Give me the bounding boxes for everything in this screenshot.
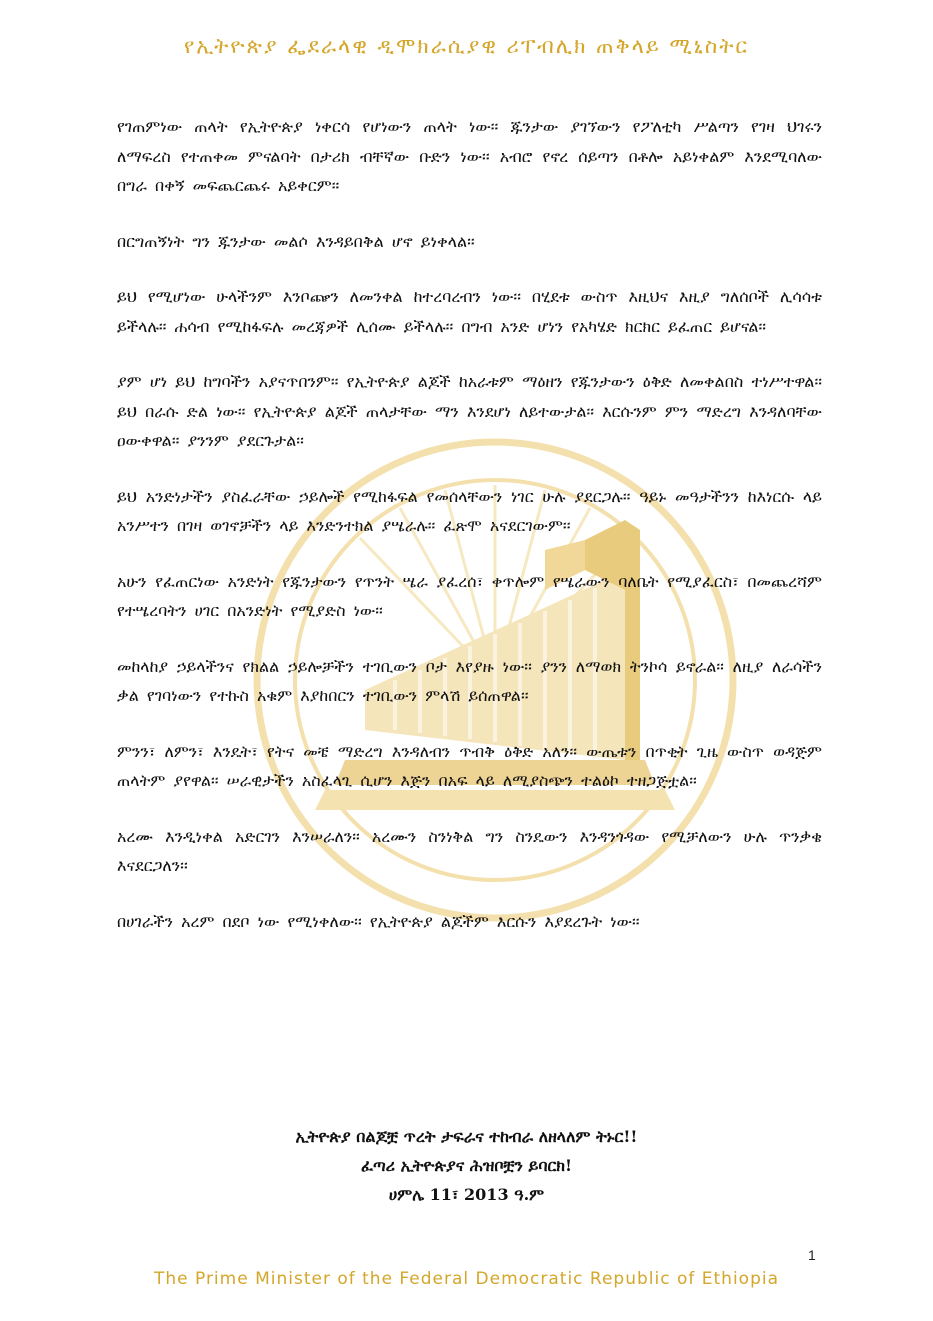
paragraph: ይህ የሚሆነው ሁላችንም እንቦጬን ለመንቀል ከተረባረብን ነው፡፡ በሂደቱ ውስጥ እዚህና እዚያ ግለሰቦች ሊሳሳቱ ይችላሉ፡፡ ሐሳብ የሚከፋፍሉ መረጃዎች ሊሰሙ ይችላሉ፡፡ በግብ አንድ ሆነን የአካሄድ ክርክር ይፈጠር ይሆናል፡፡ (117, 287, 822, 336)
page-number: 1 (808, 1247, 816, 1263)
footer-text: The Prime Minister of the Federal Democratic Republic of Ethiopia (153, 1269, 780, 1289)
letterhead-title: የኢትዮጵያ ፌደራላዊ ዲሞክራሲያዊ ሪፐብሊክ ጠቅላይ ሚኒስትር (183, 34, 750, 58)
paragraph: በርግጠኝነት ግን ጁንታው መልሶ እንዳይበቅል ሆኖ ይነቀላል፡፡ (117, 231, 475, 251)
paragraph: ምንን፣ ለምን፣ እንዴት፣ የትና መቼ ማድረግ እንዳለብን ጥብቅ ዕቅድ አለን፡፡ ውጤቱን በጥቂት ጊዜ ውስጥ ወዳጅም ጠላትም ያየዋል፡፡ ሠራዊታችን አስፈላጊ ሲሆን እጅን በአፍ ላይ ለሚያስጭን ተልዕኮ ተዘጋጅቷል፡፡ (117, 741, 822, 790)
closing-blessing: ፈጣሪ ኢትዮጵያና ሕዝቦቿን ይባርክ! (360, 1156, 572, 1175)
paragraph: በሀገራችን አረም በደቦ ነው የሚነቀለው፡፡ የኢትዮጵያ ልጆችም እርሱን እያደረጉት ነው፡፡ (117, 911, 640, 931)
closing-block (0, 1122, 933, 1209)
paragraph: ያም ሆነ ይህ ከግባችን አያናጥበንም፡፡ የኢትዮጵያ ልጆች ከአራቱም ማዕዘን የጁንታውን ዕቅድ ለመቀልበስ ተነሥተዋል፡፡ ይህ በራሱ ድል ነው፡፡ የኢትዮጵያ ልጆች ጠላታቸው ማን እንደሆነ ለይተውታል፡፡ እርሱንም ምን ማድረግ እንዳለባቸው ዐውቀዋል፡፡ ያንንም ያደርጉታል፡፡ (117, 372, 822, 450)
closing-date: ሀምሌ 11፣ 2013 ዓ.ም (388, 1185, 545, 1204)
paragraph: ይህ አንድነታችን ያስፈራቸው ኃይሎች የሚከፋፍል የመሰላቸውን ነገር ሁሉ ያደርጋሉ፡፡ ዓይኑ መዓታችንን ከእነርሱ ላይ አንሥተን በገዛ ወገኖቻችን ላይ እንድንተክል ያሤራሉ፡፡ ፈጽሞ አናደርገውም፡፡ (117, 486, 822, 535)
letter-body (117, 112, 822, 962)
paragraph: አረሙ እንዲነቀል አድርገን እንሠራለን፡፡ አረሙን ስንነቅል ግን ስንዴውን እንዳንጎዳው የሚቻለውን ሁሉ ጥንቃቄ እናደርጋለን፡፡ (117, 826, 822, 875)
paragraph: የገጠምነው ጠላት የኢትዮጵያ ነቀርሳ የሆነውን ጠላት ነው፡፡ ጁንታው ያገኘውን የፖለቲካ ሥልጣን የገዛ ህገሩን ለማፍረስ የተጠቀመ ምናልባት በታሪክ ብቸኛው ቡድን ነው፡፡ አብሮ የኖረ ሰይጣን በቶሎ አይነቀልም እንደሚባለው በግራ በቀኝ መፍጨርጨሩ አይቀርም፡፡ (117, 117, 822, 195)
paragraph: መከላከያ ኃይላችንና የክልል ኃይሎቻችን ተገቢውን ቦታ እየያዙ ነው፡፡ ያንን ለማወክ ትንኮሳ ይኖራል፡፡ ለዚያ ለራሳችን ቃል የገባነውን የተኩስ አቁም እያከበርን ተገቢውን ምላሽ ይሰጠዋል፡፡ (117, 656, 822, 705)
closing-slogan: ኢትዮጵያ በልጆቿ ጥረት ታፍራና ተከብራ ለዘላለም ትኑር!! (295, 1127, 638, 1146)
paragraph: አሁን የፈጠርነው አንድነት የጁንታውን የጥንት ሤራ ያፈረሰ፣ ቀጥሎም የሤራውን ባለቤት የሚያፈርስ፣ በመጨረሻም የተሤረባትን ሀገር በአንድነት የሚያድስ ነው፡፡ (117, 571, 822, 620)
